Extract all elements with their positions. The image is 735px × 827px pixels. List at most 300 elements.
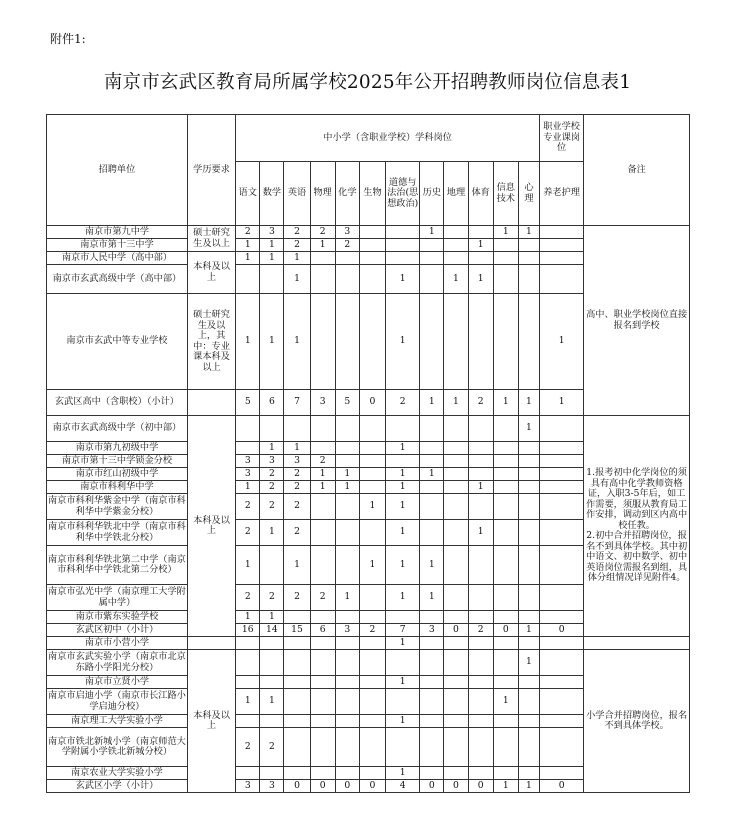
unit-name: 南京市小营小学 <box>47 637 188 650</box>
position-count <box>539 226 583 239</box>
position-count: 1 <box>335 585 359 611</box>
position-count <box>444 494 468 520</box>
position-count: 1 <box>236 252 260 265</box>
position-count <box>236 650 260 676</box>
position-count <box>539 468 583 481</box>
position-count <box>359 520 385 546</box>
position-count: 7 <box>284 390 310 416</box>
unit-name: 南京农业大学实验小学 <box>47 767 188 780</box>
position-count <box>260 416 284 442</box>
position-count: 1 <box>420 546 444 585</box>
position-count: 1 <box>518 390 539 416</box>
position-count <box>493 239 518 252</box>
header-subject: 信息技术 <box>493 162 518 226</box>
position-count <box>468 442 493 455</box>
position-count <box>539 252 583 265</box>
position-count: 1 <box>236 611 260 624</box>
header-subject: 语文 <box>236 162 260 226</box>
position-count <box>420 239 444 252</box>
position-count <box>518 494 539 520</box>
unit-name: 南京市铁北新城小学（南京师范大学附属小学铁北新城分校） <box>47 728 188 767</box>
position-count: 1 <box>386 767 420 780</box>
unit-name: 南京市玄武实验小学（南京市北京东路小学阳光分校） <box>47 650 188 676</box>
unit-name: 玄武区初中（小计） <box>47 624 188 637</box>
position-count: 1 <box>493 689 518 715</box>
unit-name: 南京市人民中学（高中部） <box>47 252 188 265</box>
position-count: 1 <box>386 585 420 611</box>
unit-name: 南京市弘光中学（南京理工大学附属中学） <box>47 585 188 611</box>
position-count <box>310 689 335 715</box>
position-count: 2 <box>284 494 310 520</box>
position-count <box>335 637 359 650</box>
position-count: 1 <box>420 468 444 481</box>
position-count <box>359 239 385 252</box>
remark-note <box>584 637 690 650</box>
position-count <box>284 728 310 767</box>
header-subject: 体育 <box>468 162 493 226</box>
position-count: 1 <box>468 481 493 494</box>
position-count <box>539 481 583 494</box>
position-count <box>539 611 583 624</box>
position-count <box>260 676 284 689</box>
position-count <box>260 265 284 294</box>
position-count <box>420 442 444 455</box>
position-count: 1 <box>236 239 260 252</box>
position-count: 2 <box>236 226 260 239</box>
position-count <box>518 468 539 481</box>
header-subject: 养老护理 <box>539 162 583 226</box>
position-count: 1 <box>284 546 310 585</box>
position-count <box>468 637 493 650</box>
position-count <box>335 520 359 546</box>
position-count: 1 <box>359 494 385 520</box>
unit-name: 南京市玄武高级中学（高中部） <box>47 265 188 294</box>
position-count <box>236 767 260 780</box>
position-count: 3 <box>284 455 310 468</box>
header-subject: 道德与法治(思想政治) <box>386 162 420 226</box>
position-count <box>518 767 539 780</box>
position-count <box>539 689 583 715</box>
position-count: 2 <box>260 468 284 481</box>
position-count <box>260 650 284 676</box>
position-count: 1 <box>539 390 583 416</box>
position-count: 6 <box>260 390 284 416</box>
unit-name: 南京市玄武高级中学（初中部） <box>47 416 188 442</box>
position-count <box>539 676 583 689</box>
position-count <box>335 455 359 468</box>
position-count: 6 <box>310 624 335 637</box>
position-count: 1 <box>335 481 359 494</box>
position-count <box>335 294 359 390</box>
position-count <box>310 294 335 390</box>
position-count: 0 <box>359 780 385 793</box>
position-count <box>310 650 335 676</box>
position-count <box>260 715 284 728</box>
position-count <box>236 676 260 689</box>
position-count <box>420 715 444 728</box>
position-count <box>493 676 518 689</box>
position-count: 3 <box>236 468 260 481</box>
position-count <box>335 728 359 767</box>
position-count: 1 <box>236 481 260 494</box>
position-count: 2 <box>236 585 260 611</box>
position-count <box>359 481 385 494</box>
edu-requirement: 本科及以上 <box>187 252 235 294</box>
position-count <box>359 728 385 767</box>
page-title: 南京市玄武区教育局所属学校2025年公开招聘教师岗位信息表1 <box>103 72 632 93</box>
position-count: 1 <box>386 468 420 481</box>
edu-requirement: 硕士研究生及以上 <box>187 226 235 252</box>
position-count <box>359 715 385 728</box>
position-count <box>420 416 444 442</box>
position-count: 1 <box>260 239 284 252</box>
position-count <box>359 611 385 624</box>
position-count: 7 <box>386 624 420 637</box>
position-count: 5 <box>236 390 260 416</box>
position-count <box>359 294 385 390</box>
position-count <box>468 585 493 611</box>
position-count <box>518 585 539 611</box>
position-count <box>359 416 385 442</box>
position-count <box>359 226 385 239</box>
position-count <box>444 767 468 780</box>
position-count: 1 <box>260 611 284 624</box>
header-unit: 招聘单位 <box>47 115 188 226</box>
position-count: 2 <box>310 226 335 239</box>
position-count: 1 <box>335 468 359 481</box>
position-count: 3 <box>260 455 284 468</box>
position-count: 1 <box>386 715 420 728</box>
position-count <box>539 546 583 585</box>
position-count: 1 <box>468 239 493 252</box>
position-count <box>539 728 583 767</box>
header-edu: 学历要求 <box>187 115 235 226</box>
header-remark: 备注 <box>584 115 690 226</box>
position-count <box>444 442 468 455</box>
position-count <box>468 715 493 728</box>
position-count: 1 <box>493 780 518 793</box>
position-count <box>539 520 583 546</box>
position-count: 1 <box>444 265 468 294</box>
position-count <box>359 689 385 715</box>
position-count <box>386 226 420 239</box>
position-count: 1 <box>260 442 284 455</box>
position-count <box>468 689 493 715</box>
position-count: 3 <box>236 455 260 468</box>
remark-note: 1.报考初中化学岗位的须具有高中化学教师资格证，入职3-5年后，如工作需要，须服从教育局工作安排，调动到区内高中校任教。 2.初中合并招聘岗位，报名不到具体学校。其中初中语文、初中数学、初中英语岗位需报名到组，具体分组情况详见附件4。 <box>584 416 690 637</box>
position-count: 0 <box>444 624 468 637</box>
position-count: 1 <box>310 239 335 252</box>
position-count: 2 <box>284 468 310 481</box>
position-count <box>468 546 493 585</box>
position-count <box>310 252 335 265</box>
position-count <box>539 637 583 650</box>
position-count <box>284 416 310 442</box>
header-subject: 地理 <box>444 162 468 226</box>
position-count: 15 <box>284 624 310 637</box>
position-count <box>444 226 468 239</box>
position-count <box>420 252 444 265</box>
unit-name: 南京市科利华紫金中学（南京市科利华中学紫金分校） <box>47 494 188 520</box>
position-count <box>539 494 583 520</box>
position-count <box>335 715 359 728</box>
position-count: 1 <box>284 265 310 294</box>
position-count <box>518 520 539 546</box>
position-count: 0 <box>310 780 335 793</box>
position-count <box>236 265 260 294</box>
position-count <box>539 585 583 611</box>
header-subject: 数学 <box>260 162 284 226</box>
position-count <box>539 265 583 294</box>
position-count <box>539 715 583 728</box>
position-count <box>359 442 385 455</box>
unit-name: 南京市科利华铁北第二中学（南京市科利华中学铁北第二分校） <box>47 546 188 585</box>
position-count <box>386 239 420 252</box>
position-count <box>420 481 444 494</box>
position-count <box>468 455 493 468</box>
position-count: 2 <box>284 520 310 546</box>
position-count <box>386 416 420 442</box>
position-count: 1 <box>236 689 260 715</box>
position-count: 2 <box>386 390 420 416</box>
position-count: 3 <box>335 624 359 637</box>
position-count <box>420 611 444 624</box>
position-count <box>420 294 444 390</box>
position-count <box>310 611 335 624</box>
position-count <box>493 481 518 494</box>
position-count <box>310 494 335 520</box>
position-count <box>236 416 260 442</box>
position-count <box>444 689 468 715</box>
position-count <box>493 294 518 390</box>
remark-note: 小学合并招聘岗位，报名不到具体学校。 <box>584 650 690 793</box>
position-count <box>468 252 493 265</box>
position-count <box>420 520 444 546</box>
position-count: 1 <box>518 416 539 442</box>
position-count <box>518 455 539 468</box>
position-count <box>284 715 310 728</box>
position-count <box>420 767 444 780</box>
position-count <box>335 252 359 265</box>
position-count: 1 <box>359 546 385 585</box>
position-count: 1 <box>260 520 284 546</box>
position-count: 1 <box>386 294 420 390</box>
position-count <box>335 689 359 715</box>
position-count: 1 <box>518 780 539 793</box>
position-count: 2 <box>468 624 493 637</box>
position-count <box>335 442 359 455</box>
position-count <box>359 265 385 294</box>
position-count: 1 <box>386 676 420 689</box>
unit-name: 南京市紫东实验学校 <box>47 611 188 624</box>
position-count <box>518 239 539 252</box>
position-count <box>335 546 359 585</box>
position-count <box>468 416 493 442</box>
position-count: 1 <box>260 252 284 265</box>
position-count <box>386 689 420 715</box>
position-count: 2 <box>284 226 310 239</box>
position-count <box>420 265 444 294</box>
position-count <box>420 494 444 520</box>
position-count <box>444 546 468 585</box>
unit-name: 南京市启迪小学（南京市长江路小学启迪分校） <box>47 689 188 715</box>
unit-name: 南京市红山初级中学 <box>47 468 188 481</box>
position-count <box>493 546 518 585</box>
position-count: 1 <box>386 481 420 494</box>
position-count <box>335 767 359 780</box>
position-count: 2 <box>310 455 335 468</box>
unit-name: 南京市玄武中等专业学校 <box>47 294 188 390</box>
attachment-label: 附件1: <box>50 32 86 46</box>
table-row <box>47 650 690 676</box>
position-count <box>420 455 444 468</box>
position-count: 1 <box>420 390 444 416</box>
position-count <box>310 442 335 455</box>
position-count <box>518 715 539 728</box>
position-count <box>444 728 468 767</box>
position-count <box>359 650 385 676</box>
position-count <box>420 689 444 715</box>
position-count: 1 <box>493 226 518 239</box>
position-count <box>284 650 310 676</box>
position-count <box>539 650 583 676</box>
edu-requirement: 硕士研究生及以上，其中：专业课本科及以上 <box>187 294 235 390</box>
unit-name: 南京市科利华中学 <box>47 481 188 494</box>
position-count <box>444 416 468 442</box>
position-count: 1 <box>284 294 310 390</box>
position-count <box>468 294 493 390</box>
position-count <box>518 611 539 624</box>
position-count <box>310 728 335 767</box>
position-count: 2 <box>260 585 284 611</box>
position-count <box>444 239 468 252</box>
position-count <box>468 676 493 689</box>
position-count: 16 <box>236 624 260 637</box>
position-count: 1 <box>518 226 539 239</box>
position-count <box>518 252 539 265</box>
position-count <box>468 767 493 780</box>
position-count <box>335 650 359 676</box>
position-count: 1 <box>260 294 284 390</box>
position-count <box>284 676 310 689</box>
position-count <box>359 455 385 468</box>
position-count <box>444 585 468 611</box>
position-count <box>493 494 518 520</box>
position-count <box>359 252 385 265</box>
position-count <box>359 585 385 611</box>
header-subject: 物理 <box>310 162 335 226</box>
position-count <box>444 455 468 468</box>
position-count <box>493 520 518 546</box>
unit-name: 南京市立贤小学 <box>47 676 188 689</box>
position-count: 1 <box>236 546 260 585</box>
position-count <box>493 468 518 481</box>
position-count: 3 <box>420 624 444 637</box>
edu-requirement <box>187 637 235 650</box>
position-count: 1 <box>310 468 335 481</box>
position-count <box>539 767 583 780</box>
position-count: 0 <box>493 624 518 637</box>
position-count <box>468 728 493 767</box>
position-count <box>493 455 518 468</box>
position-count: 2 <box>284 585 310 611</box>
position-count <box>518 689 539 715</box>
position-count: 0 <box>539 780 583 793</box>
table-row <box>47 416 690 442</box>
unit-name: 南京市第十三中学 <box>47 239 188 252</box>
position-count <box>444 481 468 494</box>
position-count: 2 <box>236 520 260 546</box>
position-count: 1 <box>420 585 444 611</box>
edu-requirement: 本科及以上 <box>187 416 235 637</box>
position-count: 1 <box>284 442 310 455</box>
unit-name: 南京理工大学实验小学 <box>47 715 188 728</box>
position-count <box>493 265 518 294</box>
position-count <box>420 650 444 676</box>
position-count <box>468 468 493 481</box>
position-count <box>518 728 539 767</box>
position-count: 0 <box>335 780 359 793</box>
position-count <box>310 265 335 294</box>
position-count: 1 <box>260 689 284 715</box>
edu-requirement <box>187 390 235 416</box>
position-count <box>386 611 420 624</box>
position-count <box>335 676 359 689</box>
position-count <box>493 715 518 728</box>
position-count <box>493 767 518 780</box>
position-count <box>539 416 583 442</box>
remark-note: 高中、职业学校岗位直接报名到学校 <box>584 226 690 416</box>
position-count: 3 <box>260 780 284 793</box>
position-count <box>310 416 335 442</box>
position-count <box>444 637 468 650</box>
position-count <box>386 252 420 265</box>
position-count <box>310 715 335 728</box>
position-count <box>260 637 284 650</box>
edu-requirement: 本科及以上 <box>187 650 235 793</box>
position-count <box>310 767 335 780</box>
position-count: 1 <box>518 624 539 637</box>
position-count <box>493 416 518 442</box>
table-row <box>47 226 690 239</box>
position-count <box>236 442 260 455</box>
position-count <box>539 239 583 252</box>
position-count <box>236 637 260 650</box>
position-count <box>468 494 493 520</box>
position-count: 2 <box>260 481 284 494</box>
position-count <box>420 728 444 767</box>
position-count <box>260 767 284 780</box>
position-count: 0 <box>420 780 444 793</box>
position-count: 1 <box>468 265 493 294</box>
position-count <box>310 637 335 650</box>
position-count: 2 <box>310 585 335 611</box>
position-count <box>260 546 284 585</box>
position-count <box>335 494 359 520</box>
position-count: 0 <box>359 390 385 416</box>
position-count: 1 <box>386 442 420 455</box>
position-count <box>359 676 385 689</box>
unit-name: 南京市第九初级中学 <box>47 442 188 455</box>
position-count <box>468 226 493 239</box>
position-count: 1 <box>386 637 420 650</box>
position-count <box>444 650 468 676</box>
position-count: 3 <box>310 390 335 416</box>
position-count <box>444 676 468 689</box>
position-count: 5 <box>335 390 359 416</box>
position-count: 1 <box>236 294 260 390</box>
position-count <box>518 442 539 455</box>
